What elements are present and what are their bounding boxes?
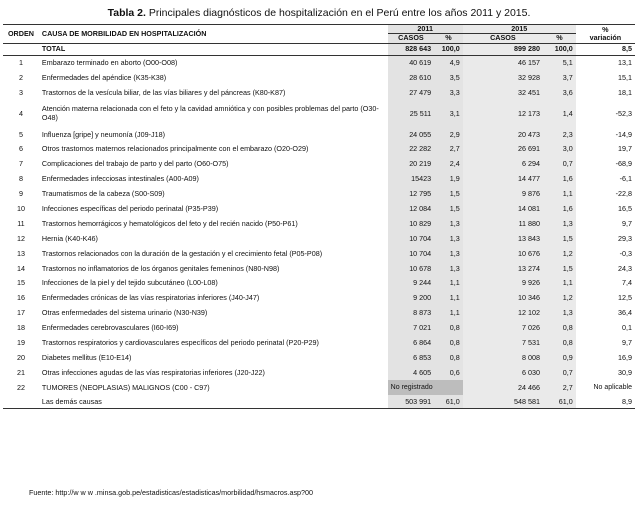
row-pct-2011: 1,5 bbox=[434, 202, 463, 217]
row-orden: 11 bbox=[17, 218, 25, 228]
table-row bbox=[3, 157, 635, 172]
row-variacion: -22,8 bbox=[615, 189, 632, 199]
row-casos-2015: 13 274 bbox=[463, 261, 543, 276]
row-variacion: -14,9 bbox=[615, 129, 632, 139]
demas-casos-2015: 548 581 bbox=[463, 395, 543, 409]
row-pct-2015: 3,6 bbox=[543, 85, 576, 100]
row-casos-2015: 12 173 bbox=[463, 100, 543, 127]
row-casos-2011: 9 244 bbox=[388, 276, 435, 291]
row-casos-2015: 10 676 bbox=[463, 246, 543, 261]
row-casos-2011: 25 511 bbox=[388, 100, 435, 127]
row-orden: 16 bbox=[16, 293, 25, 303]
row-pct-2011: 1,1 bbox=[434, 276, 463, 291]
header-casos-2015: CASOS bbox=[463, 34, 543, 43]
row-variacion: 15,1 bbox=[618, 72, 632, 82]
table-row bbox=[3, 187, 635, 202]
row-causa: Trastornos relacionados con la duración de la gestación y el crecimiento fetal (P05-P08) bbox=[41, 248, 323, 258]
row-variacion: 36,4 bbox=[618, 308, 632, 318]
row-orden: 22 bbox=[16, 382, 25, 392]
row-variacion: 12,5 bbox=[618, 293, 632, 303]
total-label: TOTAL bbox=[39, 43, 388, 55]
table-row bbox=[3, 55, 635, 70]
row-casos-2015: 13 843 bbox=[463, 231, 543, 246]
table-row bbox=[3, 231, 635, 246]
row-casos-2011: 9 200 bbox=[388, 291, 435, 306]
demas-pct-2011: 61,0 bbox=[434, 395, 463, 409]
row-variacion: -68,9 bbox=[615, 159, 632, 169]
demas-orden bbox=[3, 395, 39, 409]
table-row bbox=[3, 291, 635, 306]
row-causa: Diabetes mellitus (E10-E14) bbox=[41, 352, 132, 362]
row-pct-2015: 1,1 bbox=[543, 276, 576, 291]
row-orden: 5 bbox=[18, 129, 23, 139]
row-causa: Enfermedades del apéndice (K35-K38) bbox=[41, 72, 167, 82]
table-row bbox=[3, 70, 635, 85]
row-casos-2015: 14 477 bbox=[463, 172, 543, 187]
row-pct-2015: 5,1 bbox=[543, 55, 576, 70]
row-pct-2015: 1,3 bbox=[543, 217, 576, 232]
table-title bbox=[0, 7, 638, 19]
row-pct-2015: 1,6 bbox=[543, 172, 576, 187]
demas-casos-2011: 503 991 bbox=[388, 395, 435, 409]
row-orden: 4 bbox=[18, 108, 23, 118]
demas-label: Las demás causas bbox=[39, 395, 388, 409]
row-causa: Trastornos de la vesícula biliar, de las vías biliares y del páncreas (K80-K87) bbox=[41, 87, 286, 97]
row-pct-2011: 1,5 bbox=[434, 187, 463, 202]
row-pct-2015: 0,8 bbox=[543, 321, 576, 336]
total-row bbox=[3, 43, 635, 55]
row-orden: 13 bbox=[16, 248, 25, 258]
row-pct-2015: 3,0 bbox=[543, 142, 576, 157]
row-pct-2015: 1,5 bbox=[543, 231, 576, 246]
row-causa: Enfermedades crónicas de las vías respiratorias inferiores (J40-J47) bbox=[41, 293, 260, 303]
row-causa: Trastornos hemorrágicos y hematológicos del feto y del recién nacido (P50-P61) bbox=[41, 218, 298, 228]
table-title-text: Principales diagnósticos de hospitalización en el Perú entre los años 2011 y 2015. bbox=[148, 7, 531, 19]
row-casos-2015: 10 346 bbox=[463, 291, 543, 306]
row-variacion: 18,1 bbox=[618, 87, 632, 97]
row-variacion: 24,3 bbox=[618, 263, 632, 273]
header-causa: CAUSA DE MORBILIDAD EN HOSPITALIZACIÓN bbox=[39, 25, 388, 44]
row-orden: 2 bbox=[18, 72, 23, 82]
row-casos-2011: 15423 bbox=[388, 172, 435, 187]
row-pct-2015: 3,7 bbox=[543, 70, 576, 85]
row-casos-2015: 6 030 bbox=[463, 365, 543, 380]
row-causa: Enfermedades infecciosas intestinales (A00-A09) bbox=[41, 174, 199, 184]
row-pct-2015: 1,4 bbox=[543, 100, 576, 127]
row-casos-2011: 8 873 bbox=[388, 306, 435, 321]
header-orden: ORDEN bbox=[3, 25, 39, 44]
row-variacion: 16,9 bbox=[618, 352, 632, 362]
header-pct-2015: % bbox=[543, 34, 576, 43]
row-orden: 10 bbox=[16, 203, 25, 213]
row-variacion: -6,1 bbox=[619, 174, 632, 184]
row-orden: 20 bbox=[16, 352, 25, 362]
row-casos-2015: 32 928 bbox=[463, 70, 543, 85]
row-pct-2011: 2,9 bbox=[434, 127, 463, 142]
source-note: Fuente: http://w w w .minsa.gob.pe/estadisticas/estadisticas/morbilidad/hsmacros.asp?00 bbox=[29, 488, 314, 497]
row-pct-2011: 0,8 bbox=[434, 321, 463, 336]
row-orden: 8 bbox=[18, 174, 23, 184]
table-row bbox=[3, 202, 635, 217]
header-2015: 2015 bbox=[463, 25, 576, 34]
demas-causas-row bbox=[3, 395, 635, 409]
row-casos-2011: 12 084 bbox=[388, 202, 435, 217]
table-row bbox=[3, 276, 635, 291]
row-casos-2015: 32 451 bbox=[463, 85, 543, 100]
row-variacion: 29,3 bbox=[618, 233, 632, 243]
row-casos-2011: 6 853 bbox=[388, 351, 435, 366]
row-casos-2011: 12 795 bbox=[388, 187, 435, 202]
row-causa: Traumatismos de la cabeza (S00-S09) bbox=[41, 189, 165, 199]
row-casos-2011: 7 021 bbox=[388, 321, 435, 336]
table-row bbox=[3, 336, 635, 351]
row-casos-2015: 7 531 bbox=[463, 336, 543, 351]
row-pct-2015: 1,2 bbox=[543, 246, 576, 261]
row-casos-2011: 10 829 bbox=[388, 217, 435, 232]
table-title-prefix: Tabla 2. bbox=[107, 7, 146, 19]
table-row bbox=[3, 142, 635, 157]
row-causa: Influenza [gripe] y neumonía (J09-J18) bbox=[41, 129, 165, 139]
row-casos-2011: 10 678 bbox=[388, 261, 435, 276]
row-causa: Trastornos respiratorios y cardiovasculares específicos del periodo perinatal (P20-P29) bbox=[41, 338, 319, 347]
row-orden: 17 bbox=[16, 308, 25, 318]
row-pct-2015: 2,3 bbox=[543, 127, 576, 142]
row-orden: 18 bbox=[16, 323, 25, 333]
row-causa: Infecciones específicas del periodo perinatal (P35-P39) bbox=[41, 203, 219, 213]
row-pct-2011: 1,1 bbox=[434, 306, 463, 321]
row-variacion: 19,7 bbox=[618, 144, 632, 154]
row-variacion: 9,7 bbox=[622, 338, 632, 347]
row-casos-2011: 24 055 bbox=[388, 127, 435, 142]
row-pct-2015: 1,6 bbox=[543, 202, 576, 217]
row-pct-2011: 2,7 bbox=[434, 142, 463, 157]
header-variacion-pct: % bbox=[602, 24, 609, 34]
row-variacion: 16,5 bbox=[618, 203, 632, 213]
row-variacion: 30,9 bbox=[618, 367, 632, 377]
row-casos-2015: 11 880 bbox=[463, 217, 543, 232]
total-pct-2011: 100,0 bbox=[434, 43, 463, 55]
row-casos-2011: 10 704 bbox=[388, 246, 435, 261]
row-pct-2015: 1,5 bbox=[543, 261, 576, 276]
header-variacion-cell bbox=[576, 25, 635, 44]
row-causa: Infecciones de la piel y del tejido subcutáneo (L00-L08) bbox=[41, 278, 218, 288]
row-pct-2011: 0,8 bbox=[434, 336, 463, 351]
row-pct-2015: 0,8 bbox=[543, 336, 576, 351]
row-pct-2015: 0,7 bbox=[543, 157, 576, 172]
header-variacion: variación bbox=[589, 32, 622, 42]
demas-pct-2015: 61,0 bbox=[543, 395, 576, 409]
row-variacion: 13,1 bbox=[618, 57, 632, 67]
row-variacion: No aplicable bbox=[593, 383, 632, 391]
row-pct-2015: 1,1 bbox=[543, 187, 576, 202]
row-causa: Trastornos no inflamatorios de los órganos genitales femeninos (N80-N98) bbox=[41, 263, 280, 273]
row-pct-2011: 1,3 bbox=[434, 246, 463, 261]
table-row bbox=[3, 306, 635, 321]
table-row bbox=[3, 217, 635, 232]
row-variacion: 0,1 bbox=[622, 323, 632, 333]
row-pct-2011: 1,3 bbox=[434, 261, 463, 276]
header-casos-2011: CASOS bbox=[388, 34, 435, 43]
row-causa: Complicaciones del trabajo de parto y del parto (O60-O75) bbox=[41, 159, 229, 169]
row-orden: 9 bbox=[18, 189, 23, 199]
row-casos-2011: 40 619 bbox=[388, 55, 435, 70]
total-casos-2015: 899 280 bbox=[463, 43, 543, 55]
row-casos-2015: 6 294 bbox=[463, 157, 543, 172]
row-pct-2011: 1,3 bbox=[434, 217, 463, 232]
row-casos-2015: 12 102 bbox=[463, 306, 543, 321]
hospitalization-table bbox=[3, 24, 635, 409]
table-row bbox=[3, 321, 635, 336]
row-orden: 1 bbox=[18, 57, 23, 67]
row-casos-2011: 27 479 bbox=[388, 85, 435, 100]
row-variacion: 9,7 bbox=[622, 218, 632, 228]
total-variacion: 8,5 bbox=[576, 43, 635, 55]
row-causa: TUMORES (NEOPLASIAS) MALIGNOS (C00 - C97) bbox=[41, 382, 210, 392]
table-row bbox=[3, 172, 635, 187]
row-pct-2011: 0,8 bbox=[434, 351, 463, 366]
row-casos-2015: 9 926 bbox=[463, 276, 543, 291]
row-casos-2015: 26 691 bbox=[463, 142, 543, 157]
total-pct-2015: 100,0 bbox=[543, 43, 576, 55]
row-casos-2011: No registrado bbox=[388, 380, 463, 395]
table-row bbox=[3, 246, 635, 261]
row-pct-2011: 3,5 bbox=[434, 70, 463, 85]
row-orden: 3 bbox=[18, 87, 23, 97]
row-pct-2011: 0,6 bbox=[434, 365, 463, 380]
row-pct-2011: 3,1 bbox=[434, 100, 463, 127]
row-causa: Otras infecciones agudas de las vías respiratorias inferiores (J20-J22) bbox=[41, 367, 265, 377]
row-casos-2015: 7 026 bbox=[463, 321, 543, 336]
row-casos-2011: 20 219 bbox=[388, 157, 435, 172]
table-row bbox=[3, 261, 635, 276]
row-pct-2011: 3,3 bbox=[434, 85, 463, 100]
row-causa: Otros trastornos maternos relacionados principalmente con el embarazo (O20-O29) bbox=[41, 144, 309, 154]
row-casos-2015: 20 473 bbox=[463, 127, 543, 142]
row-casos-2011: 10 704 bbox=[388, 231, 435, 246]
row-pct-2011: 1,9 bbox=[434, 172, 463, 187]
row-casos-2015: 46 157 bbox=[463, 55, 543, 70]
row-casos-2011: 28 610 bbox=[388, 70, 435, 85]
row-causa: Atención materna relacionada con el feto y la cavidad amniótica y con posibles problemas del parto (O30-O48) bbox=[41, 104, 379, 122]
row-pct-2015: 2,7 bbox=[543, 380, 576, 395]
table-row bbox=[3, 365, 635, 380]
row-variacion: -0,3 bbox=[619, 248, 632, 258]
row-casos-2011: 6 864 bbox=[388, 336, 435, 351]
row-casos-2015: 14 081 bbox=[463, 202, 543, 217]
row-orden: 15 bbox=[16, 278, 25, 288]
row-casos-2015: 9 876 bbox=[463, 187, 543, 202]
row-orden: 7 bbox=[18, 159, 23, 169]
row-causa: Hernia (K40-K46) bbox=[41, 233, 98, 243]
row-pct-2011: 2,4 bbox=[434, 157, 463, 172]
header-2011: 2011 bbox=[388, 25, 463, 34]
demas-variacion: 8,9 bbox=[576, 395, 635, 409]
table-row bbox=[3, 127, 635, 142]
row-causa: Enfermedades cerebrovasculares (I60-I69) bbox=[41, 323, 179, 333]
total-casos-2011: 828 643 bbox=[388, 43, 435, 55]
row-orden: 21 bbox=[16, 367, 25, 377]
row-variacion: 7,4 bbox=[622, 278, 632, 288]
row-pct-2015: 0,7 bbox=[543, 365, 576, 380]
table-row bbox=[3, 100, 635, 127]
row-orden: 6 bbox=[18, 144, 23, 154]
table-row bbox=[3, 351, 635, 366]
row-casos-2011: 4 605 bbox=[388, 365, 435, 380]
row-pct-2015: 1,2 bbox=[543, 291, 576, 306]
row-casos-2015: 24 466 bbox=[463, 380, 543, 395]
row-pct-2015: 1,3 bbox=[543, 306, 576, 321]
row-pct-2011: 1,1 bbox=[434, 291, 463, 306]
table-row bbox=[3, 380, 635, 395]
row-pct-2011: 4,9 bbox=[434, 55, 463, 70]
row-orden: 19 bbox=[16, 338, 25, 347]
row-variacion: -52,3 bbox=[615, 108, 632, 118]
row-pct-2011: 1,3 bbox=[434, 231, 463, 246]
row-pct-2015: 0,9 bbox=[543, 351, 576, 366]
header-pct-2011: % bbox=[434, 34, 463, 43]
row-causa: Embarazo terminado en aborto (O00-O08) bbox=[41, 57, 178, 67]
row-orden: 12 bbox=[16, 233, 25, 243]
row-causa: Otras enfermedades del sistema urinario (N30-N39) bbox=[41, 308, 208, 318]
row-casos-2015: 8 008 bbox=[463, 351, 543, 366]
row-casos-2011: 22 282 bbox=[388, 142, 435, 157]
table-row bbox=[3, 85, 635, 100]
row-orden: 14 bbox=[16, 263, 25, 273]
